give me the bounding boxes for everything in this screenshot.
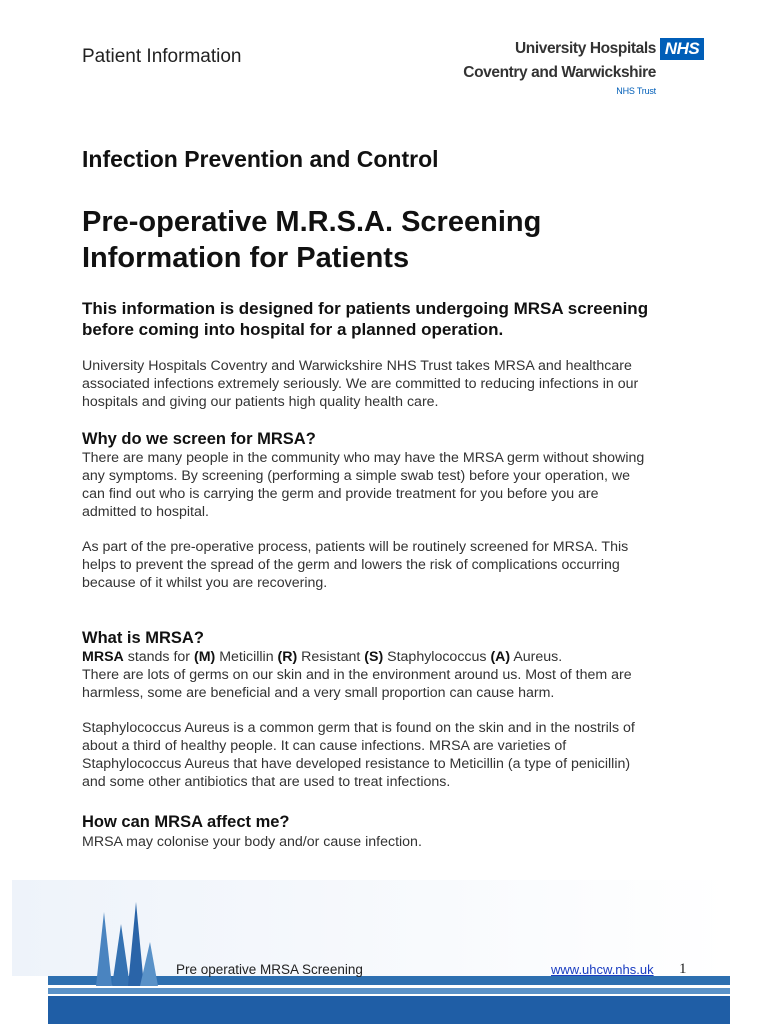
lead-paragraph	[82, 298, 702, 340]
term: (M)	[193, 649, 216, 665]
title-line: Pre-operative M.R.S.A. Screening	[82, 206, 542, 238]
text-line: Staphylococcus Aureus that have developed resistance to Meticillin (a type of penicillin)	[82, 756, 631, 772]
text-line: Staphylococcus Aureus is a common germ that is found on the skin and in the nostrils of	[82, 720, 635, 736]
text: Resistant	[297, 649, 365, 665]
text: Meticillin	[215, 649, 278, 665]
text-line: admitted to hospital.	[82, 504, 209, 520]
term: (S)	[364, 649, 384, 665]
section-heading: How can MRSA affect me?	[82, 813, 290, 831]
intro-paragraph	[82, 357, 692, 411]
logo-line3: NHS Trust	[616, 86, 656, 96]
text-line: There are many people in the community who may have the MRSA germ without showing	[82, 450, 645, 466]
footer-stripe-3	[48, 996, 730, 1024]
title-line: Information for Patients	[82, 242, 410, 274]
trust-logo	[463, 36, 710, 98]
text-line: about a third of healthy people. It can cause infections. MRSA are varieties of	[82, 738, 567, 754]
text-line: There are lots of germs on our skin and in the environment around us. Most of them are	[82, 667, 632, 683]
text-line: because of it whilst you are recovering.	[82, 575, 328, 591]
text-line: hospitals and giving our patients high quality health care.	[82, 394, 439, 410]
lead-line: before coming into hospital for a planned operation.	[82, 320, 504, 339]
mrsa-definition	[82, 648, 692, 666]
footer-label: Pre operative MRSA Screening	[176, 962, 363, 977]
text: Staphylococcus	[383, 649, 491, 665]
why-paragraph-1	[82, 449, 692, 521]
term: (A)	[490, 649, 511, 665]
footer-banner	[0, 880, 768, 1024]
term: (R)	[277, 649, 298, 665]
nhs-badge: NHS	[660, 38, 704, 60]
text: stands for	[123, 649, 194, 665]
text-line: and some other antibiotics that are used to treat infections.	[82, 774, 451, 790]
affect-paragraph: MRSA may colonise your body and/or cause infection.	[82, 834, 422, 850]
page-title	[82, 204, 702, 276]
footer-stripe-2	[48, 988, 730, 994]
why-paragraph-2	[82, 538, 692, 592]
subtitle: Infection Prevention and Control	[82, 146, 439, 172]
text-line: harmless, some are beneficial and a very small proportion can cause harm.	[82, 685, 555, 701]
text-line: any symptoms. By screening (performing a simple swab test) before your operation, we	[82, 468, 631, 484]
website-link[interactable]: www.uhcw.nhs.uk	[551, 962, 654, 977]
section-heading: What is MRSA?	[82, 629, 204, 647]
text: Aureus.	[510, 649, 563, 665]
page-number: 1	[679, 961, 687, 977]
text-line: associated infections extremely seriously. We are committed to reducing infections in our	[82, 376, 639, 392]
logo-line1: University Hospitals	[514, 40, 656, 57]
lead-line: This information is designed for patients undergoing MRSA screening	[82, 299, 649, 318]
text-line: can find out who is carrying the germ and provide treatment for you before you are	[82, 486, 599, 502]
what-paragraph-2	[82, 719, 692, 791]
text-line: helps to prevent the spread of the germ and lowers the risk of complications occurring	[82, 557, 620, 573]
section-heading: Why do we screen for MRSA?	[82, 430, 316, 448]
term: MRSA	[82, 649, 124, 665]
logo-line2: Coventry and Warwickshire	[463, 64, 656, 81]
header-label: Patient Information	[82, 46, 242, 67]
what-paragraph-1	[82, 666, 692, 702]
text-line: University Hospitals Coventry and Warwickshire NHS Trust takes MRSA and healthcare	[82, 358, 632, 374]
text-line: As part of the pre-operative process, patients will be routinely screened for MRSA. This	[82, 539, 629, 555]
